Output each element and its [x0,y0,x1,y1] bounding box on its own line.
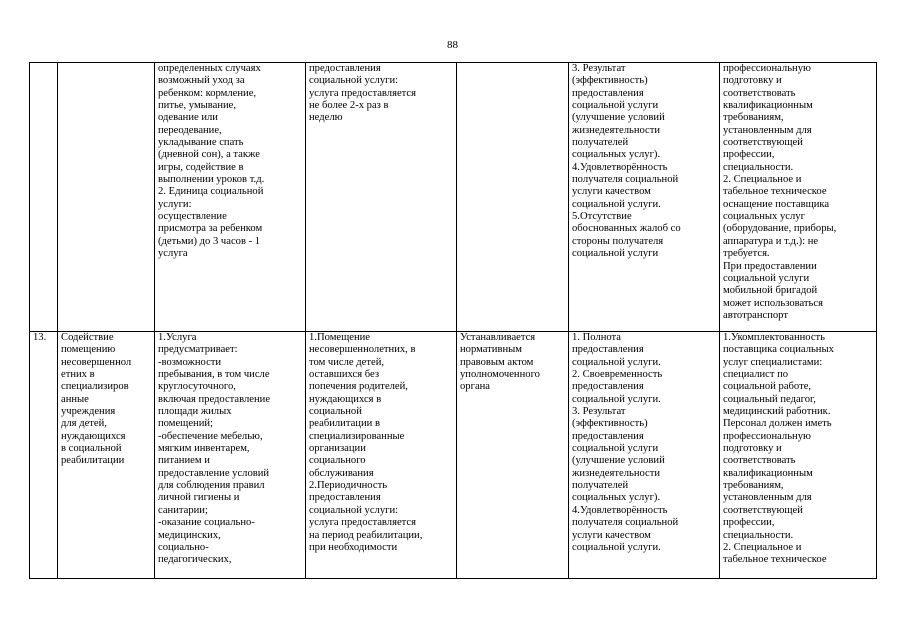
service-conditions-cell: профессиональную подготовку и соответствовать квалификационным требованиям, установленным для соответствующей профессии, специальности. 2. Специальное и табельное техническое оснащение поставщика социальных услуг (оборудование, приборы, аппаратура и т.д.): не требуется. При предоставлении социальной услуги мобильной бригадой может использоваться автотранспорт [720,63,877,332]
table-row [30,63,877,332]
services-table [29,62,877,579]
row-number-cell [30,63,58,332]
service-description-cell: определенных случаях возможный уход за ребенком: кормление, питье, умывание, одевание или переодевание, укладывание спать (дневной сон), а также игры, содействие в выполнении уроков т.д. 2. Единица социальной услуги: осуществление присмотра за ребенком (детьми) до 3 часов - 1 услуга [155,63,306,332]
quality-indicators-cell: 3. Результат (эффективность) предоставления социальной услуги (улучшение условий жизнедеятельности получателей социальных услуг). 4.Удовлетворённость получателя социальной услуги качеством социальной услуги. 5.Отсутствие обоснованных жалоб со стороны получателя социальной услуги [569,63,720,332]
service-price-cell: Устанавливается нормативным правовым актом уполномоченного органа [457,332,569,579]
service-description-cell: 1.Услуга предусматривает: -возможности пребывания, в том числе круглосуточного, включая предоставление площади жилых помещений; -обеспечение мебелью, мягким инвентарем, питанием и предоставление условий для соблюдения правил личной гигиены и санитарии; -оказание социально- медицинских, социально- педагогических, [155,332,306,579]
table-row [30,332,877,579]
service-name-cell: Содействие помещению несовершеннол етних в специализиров анные учреждения для детей, нуждающихся в социальной реабилитации [58,332,155,579]
service-terms-cell: 1.Помещение несовершеннолетних, в том числе детей, оставшихся без попечения родителей, нуждающихся в социальной реабилитации в специализированные организации социального обслуживания 2.Периодичность предоставления социальной услуги: услуга предоставляется на период реабилитации, при необходимости [306,332,457,579]
quality-indicators-cell: 1. Полнота предоставления социальной услуги. 2. Своевременность предоставления социальной услуги. 3. Результат (эффективность) предоставления социальной услуги (улучшение условий жизнедеятельности получателей социальных услуг). 4.Удовлетворённость получателя социальной услуги качеством социальной услуги. [569,332,720,579]
service-terms-cell: предоставления социальной услуги: услуга предоставляется не более 2-х раз в неделю [306,63,457,332]
service-price-cell [457,63,569,332]
row-number-cell: 13. [30,332,58,579]
service-name-cell [58,63,155,332]
page-number: 88 [447,39,458,51]
service-conditions-cell: 1.Укомплектованность поставщика социальных услуг специалистами: специалист по социальной работе, социальный педагог, медицинский работник. Персонал должен иметь профессиональную подготовку и соответствовать квалификационным требованиям, установленным для соответствующей профессии, специальности. 2. Специальное и табельное техническое [720,332,877,579]
